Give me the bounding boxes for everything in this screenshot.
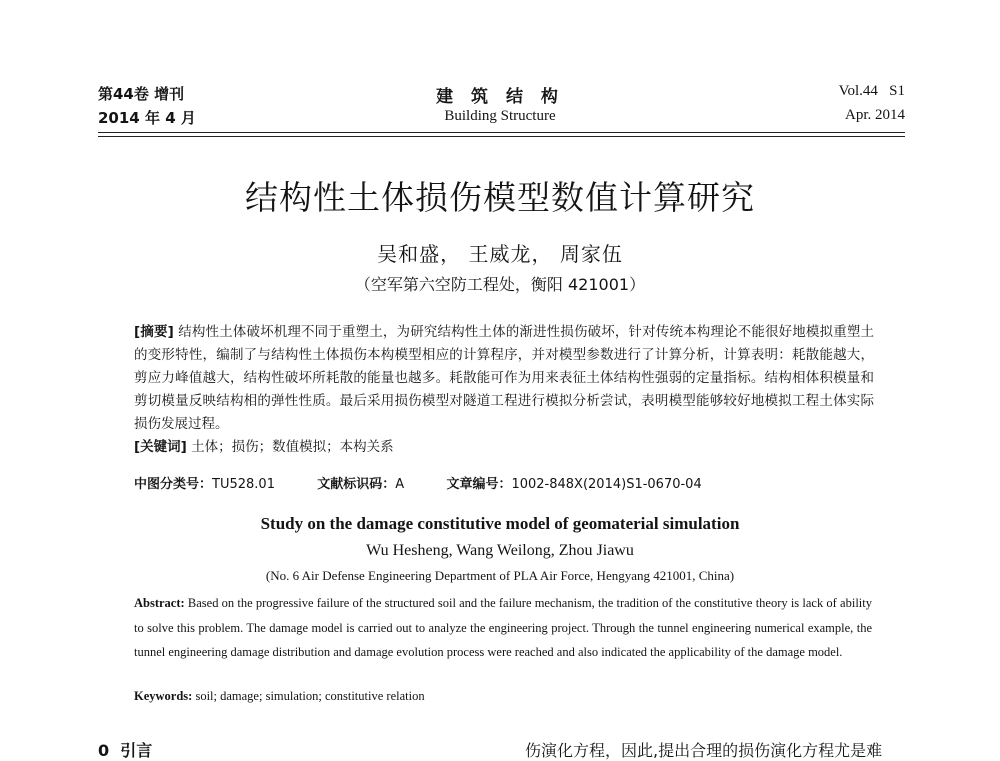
keywords-cn-text: 土体；损伤；数值模拟；本构关系 [191, 439, 394, 455]
abstract-en [134, 591, 872, 665]
journal-volume-cn: 第44卷 增刊 [98, 85, 185, 103]
header-rule-bottom [98, 136, 905, 137]
affiliation-en: (No. 6 Air Defense Engineering Department of PLA Air Force, Hengyang 421001, China) [265, 568, 735, 583]
clc-label: 中图分类号： [134, 477, 213, 492]
journal-date-cn: 2014 年 4 月 [98, 109, 196, 127]
paper-title-en: Study on the damage constitutive model of geomaterial simulation [260, 514, 740, 533]
authors-cn: 吴和盛， 王威龙， 周家伍 [377, 242, 623, 266]
abstract-cn [134, 321, 874, 459]
abstract-cn-text: 结构性土体破坏机理不同于重塑土，为研究结构性土体的渐进性损伤破坏，针对传统本构理论不能很好地模拟重塑土的变形特性，编制了与结构性土体损伤本构模型相应的计算程序，并对模型参数进行了计算分析，计算表明：耗散能越大，剪应力峰值越大，结构性破坏所耗散的能量也越多。耗散能可作为用来表征土体结构性强弱的定量指标。结构相体积模量和剪切模量反映结构相的弹性性质。最后采用损伤模型对隧道工程进行模拟分析尝试，表明模型能够较好地模拟工程土体实际损伤发展过程。 [134, 324, 874, 432]
keywords-en [134, 689, 425, 704]
section-heading-intro: 0 引言 [98, 741, 153, 760]
article-number-value: 1002-848X(2014)S1-0670-04 [511, 477, 702, 492]
keywords-en-text: soil; damage; simulation; constitutive relation [195, 689, 425, 703]
doc-code-value: A [395, 477, 405, 492]
authors-en: Wu Hesheng, Wang Weilong, Zhou Jiawu [366, 542, 634, 559]
keywords-en-label: Keywords: [134, 689, 193, 703]
journal-name-cn: 建 筑 结 构 [436, 87, 564, 107]
abstract-en-text: Based on the progressive failure of the structured soil and the failure mechanism, the tradition of the constitutive theory is lack of ability to solve this problem. The damage model is carried out to analyze the engineering project. Through the tunnel engineering numerical example, the tunnel engineering damage distribution and damage evolution process were reached and also indicated the applicability of the damage model. [134, 596, 872, 659]
header-rule-top [98, 132, 905, 133]
journal-volume-en: Vol.44 S1 [838, 83, 905, 99]
body-text-cutoff: 伤演化方程，因此,提出合理的损伤演化方程尤是难 [525, 741, 883, 760]
abstract-en-label: Abstract: [134, 596, 185, 610]
abstract-cn-label: [摘要] [134, 324, 174, 340]
affiliation-cn: （空军第六空防工程处，衡阳 421001） [354, 275, 646, 294]
doc-code-label: 文献标识码： [317, 477, 396, 492]
classification-row [134, 473, 702, 492]
clc-value: TU528.01 [212, 477, 275, 492]
journal-name-en: Building Structure [444, 108, 556, 124]
journal-date-en: Apr. 2014 [845, 107, 905, 123]
article-number-label: 文章编号： [446, 477, 512, 492]
keywords-cn-label: [关键词] [134, 439, 187, 455]
paper-title-cn: 结构性土体损伤模型数值计算研究 [245, 178, 755, 217]
